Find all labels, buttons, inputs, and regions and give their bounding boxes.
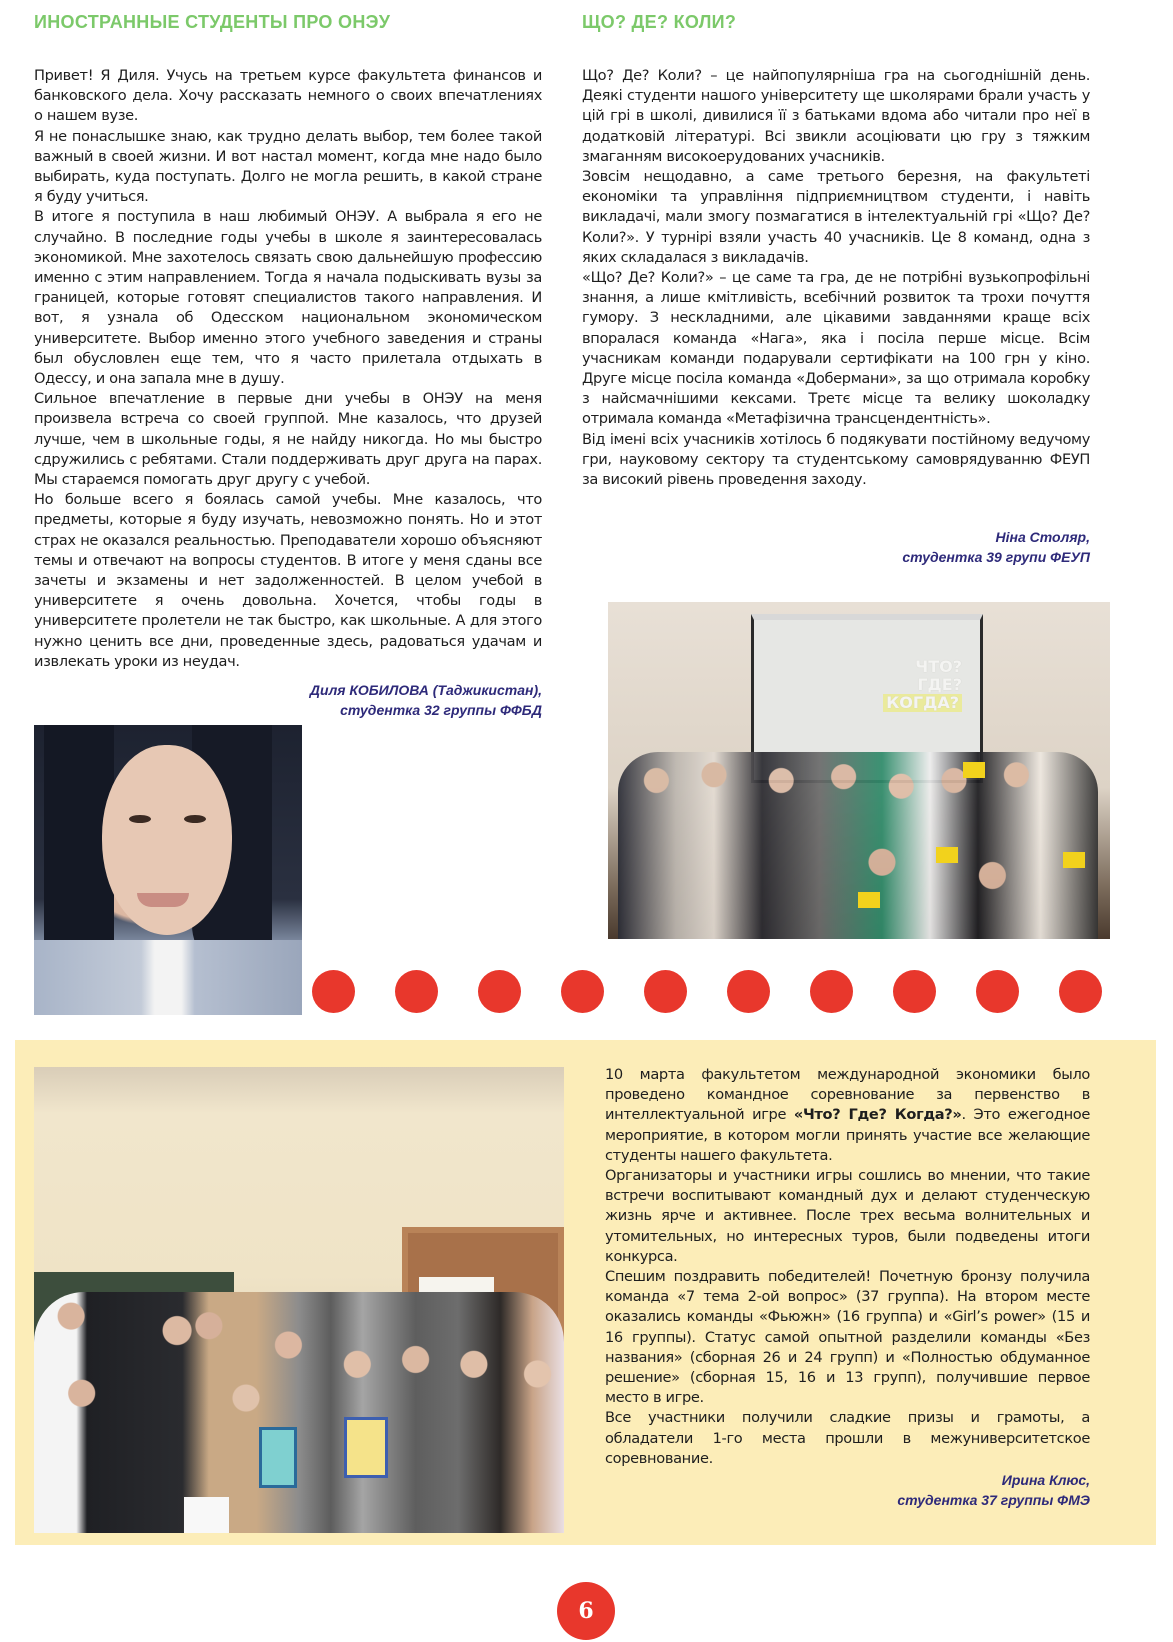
author-name: Ирина Клюс, [1001, 1472, 1090, 1488]
screen-text-line: ЧТО? [915, 657, 962, 676]
right-article-heading: ЩО? ДЕ? КОЛИ? [582, 12, 737, 32]
paragraph [605, 1065, 1090, 1166]
red-dot [893, 970, 936, 1013]
author-name: Ніна Столяр, [995, 529, 1090, 545]
paragraph: Но больше всего я боялась самой учебы. Мне казалось, что предметы, которые я буду изучать, невозможно понять. Но и этот страх не оказался реальностью. Преподаватели хорошо объясняют темы и отвечают на вопросы студентов. В итоге у меня сданы все зачеты и экзамены и нет задолженностей. В целом учебой в университете я очень довольна. Хочется, чтобы годы в университете пролетели не так быстро, как школьные. А для этого нужно ценить все дни, проведенные здесь, радоваться удачам и извлекать уроки из неудач. [34, 491, 542, 670]
red-dot [312, 970, 355, 1013]
game-event-group-photo [608, 602, 1110, 939]
paragraph: «Що? Де? Коли?» – це саме та гра, де не потрібні вузькопрофільні знання, а лише кмітливість, всебічний розвиток та трохи почуття гумору. З нескладними, але цікавими завданнями краще всіх впоралася команда «Нага», яка і посіла перше місце. Всім учасникам команди подарували сертифікати на 100 грн у кіно. Друге місце посіла команда «Добермани», за що отримала коробку з найсмачнішими кексами. Третє місце та велику шоколадку отримала команда «Метафізична трансцендентність». [582, 269, 1090, 428]
red-dot [727, 970, 770, 1013]
left-article-body [34, 66, 542, 672]
bottom-article-signature [800, 1470, 1090, 1510]
red-dot [644, 970, 687, 1013]
text-run: 10 марта факультетом международной экономики было проведено командное соревнование за первенство в интеллектуальной игре [605, 1066, 1090, 1124]
game-title-bold: «Что? Где? Когда?» [793, 1106, 962, 1124]
page-number-badge: 6 [557, 1582, 615, 1640]
bottom-article-body [605, 1065, 1090, 1469]
author-name: Диля КОБИЛОВА (Таджикистан), [309, 682, 542, 698]
paragraph: Спешим поздравить победителей! Почетную бронзу получила команда «7 тема 2-ой вопрос» (37 группа). На втором месте оказались команды «Фьюжн» (16 группа) и «Girl’s power» (15 и 16 группы). Статус самой опытной разделили команды «Без названия» (сборная 26 и 24 групп) и «Полностью обдуманное решение» (сборная 15, 16 и 13 групп), получившие первое место в игре. [605, 1268, 1090, 1407]
paragraph: Я не понаслышке знаю, как трудно делать выбор, тем более такой важный в своей жизни. И вот настал момент, когда мне надо было выбирать, куда поступать. Долго не могла решить, в какой стране я буду учиться. [34, 127, 542, 206]
paragraph: Привет! Я Диля. Учусь на третьем курсе факультета финансов и банковского дела. Хочу рассказать немного о своих впечатлениях о нашем вузе. [34, 67, 542, 125]
paragraph: Организаторы и участники игры сошлись во мнении, что такие встречи воспитывают командный дух и делают студенческую жизнь ярче и активнее. После трех весьма волнительных и утомительных, но интересных туров, были подведены итоги конкурса. [605, 1167, 1090, 1265]
paragraph: Що? Де? Коли? – це найпопулярніша гра на сьогоднішній день. Деякі студенти нашого університету ще школярами брали участь у цій грі в школі, дивилися її з батьками вдома або читали про неї в додатковій літературі. Всі звикли асоціювати цю гру з тяжким змаганням високоерудованих учасників. [582, 67, 1090, 165]
left-article-signature [250, 680, 542, 720]
author-portrait-photo [34, 725, 302, 1015]
left-article-heading: ИНОСТРАННЫЕ СТУДЕНТЫ ПРО ОНЭУ [34, 12, 391, 32]
author-role: студентка 39 групи ФЕУП [902, 549, 1090, 565]
right-article-signature [800, 527, 1090, 567]
right-article-body [582, 66, 1090, 490]
screen-text-line: КОГДА? [883, 694, 962, 712]
paragraph: Від імені всіх учасників хотілось б подякувати постійному ведучому гри, науковому сектору та студентському самоврядуванню ФЕУП за високий рівень проведення заходу. [582, 430, 1090, 489]
red-dot [478, 970, 521, 1013]
paragraph: Сильное впечатление в первые дни учебы в ОНЭУ на меня произвела встреча со своей группой. Мне казалось, что друзей лучше, чем в школьные годы, я не найду никогда. Но мы быстро сдружились с ребятами. Стали поддерживать друг друга на парах. Мы стараемся помогать друг другу с учебой. [34, 390, 542, 489]
faculty-team-group-photo [34, 1067, 564, 1533]
red-dot [976, 970, 1019, 1013]
text-run: . Это ежегодное мероприятие, в котором могли принять участие все желающие студенты нашего факультета. [605, 1106, 1090, 1164]
decorative-dots-divider [312, 970, 1102, 1013]
author-role: студентка 32 группы ФФБД [340, 702, 542, 718]
red-dot [810, 970, 853, 1013]
red-dot [395, 970, 438, 1013]
paragraph: В итоге я поступила в наш любимый ОНЭУ. А выбрала я его не случайно. В последние годы учебы в школе я заинтересовалась экономикой. Мне захотелось связать свою дальнейшую профессию именно с этим направлением. Тогда я начала подыскивать вузы за границей, которые готовят специалистов такого направления. И вот, я узнала об Одесском национальном экономическом университете. Выбор именно этого учебного заведения и страны был обусловлен еще тем, что я часто прилетала отдыхать в Одессу, и она запала мне в душу. [34, 208, 542, 388]
red-dot [1059, 970, 1102, 1013]
red-dot [561, 970, 604, 1013]
paragraph: Зовсім нещодавно, а саме третього березня, на факультеті економіки та управління підприємництвом студенти, і навіть викладачі, мали змогу позмагатися в інтелектуальній грі «Що? Де? Коли?». У турнірі взяли участь 40 учасників. Це 8 команд, одна з яких складалася з викладачів. [582, 168, 1090, 266]
screen-text-line: ГДЕ? [917, 675, 962, 694]
paragraph: Все участники получили сладкие призы и грамоты, а обладатели 1-го места прошли в межуниверситетское соревнование. [605, 1409, 1090, 1467]
author-role: студентка 37 группы ФМЭ [897, 1492, 1090, 1508]
